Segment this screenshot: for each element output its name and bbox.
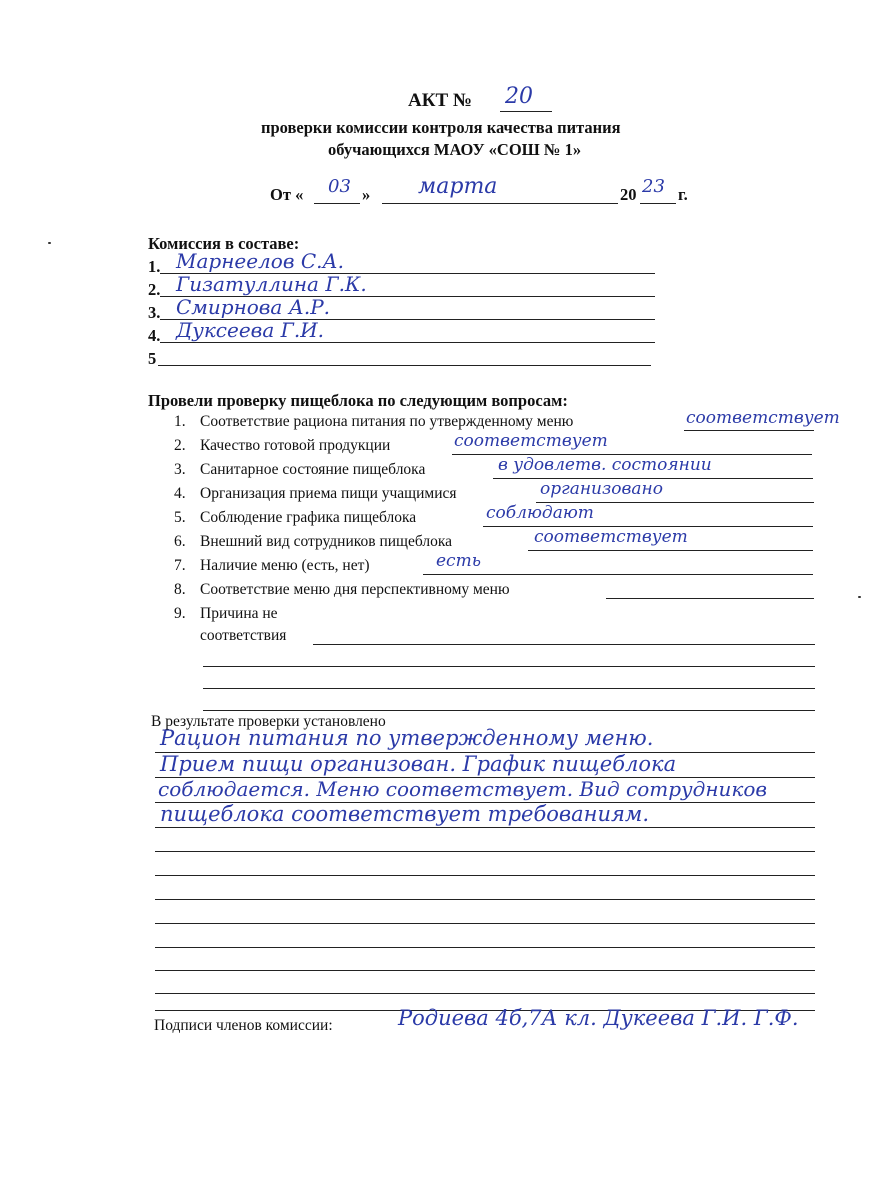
check-answer-2: соответствует	[454, 431, 608, 451]
signatures-handwritten: Родиева 4б,7А кл. Дукеева Г.И. Г.Ф.	[398, 1006, 799, 1030]
member-name-3: Смирнова А.Р.	[176, 295, 331, 319]
check-line-8	[606, 598, 814, 599]
reason-line-3	[203, 688, 815, 689]
act-number: 20	[505, 84, 533, 109]
signatures-label: Подписи членов комиссии:	[154, 1017, 333, 1034]
check-label-8: Соответствие меню дня перспективному меню	[200, 581, 510, 598]
member-name-1: Марнеелов С.А.	[176, 249, 344, 273]
year-unit: г.	[678, 185, 688, 204]
act-title	[408, 90, 472, 112]
act-label: АКТ №	[408, 90, 473, 111]
result-text-3: соблюдается. Меню соответствует. Вид сотрудников	[158, 777, 767, 801]
check-answer-1: соответствует	[686, 408, 840, 428]
check-item-1	[174, 413, 573, 431]
check-num-5: 5.	[174, 509, 186, 526]
check-item-2	[174, 437, 390, 455]
year-suffix: 23	[642, 176, 665, 197]
member-num-4: 4.	[148, 326, 161, 345]
scan-speck	[858, 596, 861, 598]
commission-heading: Комиссия в составе:	[148, 234, 300, 253]
member-line-5	[158, 365, 651, 366]
check-num-3: 3.	[174, 461, 186, 478]
result-line-8	[155, 923, 815, 924]
check-item-9	[174, 605, 278, 623]
check-answer-3: в удовлетв. состоянии	[498, 455, 712, 475]
check-label-9: Причина не	[200, 605, 278, 622]
checklist-heading: Провели проверку пищеблока по следующим вопросам:	[148, 391, 568, 410]
result-text-1: Рацион питания по утвержденному меню.	[160, 726, 654, 750]
month-underline	[382, 203, 618, 204]
check-answer-5: соблюдают	[486, 503, 594, 523]
check-answer-6: соответствует	[534, 527, 688, 547]
check-num-1: 1.	[174, 413, 186, 430]
check-num-9: 9.	[174, 605, 186, 622]
result-text-2: Прием пищи организован. График пищеблока	[160, 752, 677, 776]
result-text-4: пищеблока соответствует требованиям.	[160, 802, 650, 826]
result-line-10	[155, 970, 815, 971]
result-line-4	[155, 827, 815, 828]
check-item-7	[174, 557, 370, 575]
result-heading: В результате проверки установлено	[151, 713, 386, 730]
check-label-5: Соблюдение графика пищеблока	[200, 509, 417, 526]
scan-speck	[48, 242, 51, 244]
date-prefix: От «	[270, 185, 304, 204]
check-item-6	[174, 533, 452, 551]
result-line-6	[155, 875, 815, 876]
check-num-6: 6.	[174, 533, 186, 550]
check-item-4	[174, 485, 457, 503]
result-line-5	[155, 851, 815, 852]
subtitle-line1: проверки комиссии контроля качества питания	[261, 118, 621, 137]
check-label-9-cont: соответствия	[200, 627, 287, 644]
check-answer-7: есть	[436, 551, 481, 571]
act-number-underline	[500, 111, 552, 112]
member-num-1: 1.	[148, 257, 161, 276]
check-line-6	[528, 550, 813, 551]
year-prefix: 20	[620, 185, 637, 204]
check-item-3	[174, 461, 425, 479]
member-num-3: 3.	[148, 303, 161, 322]
member-name-4: Дуксеева Г.И.	[176, 318, 324, 342]
result-line-11	[155, 993, 815, 994]
check-num-8: 8.	[174, 581, 186, 598]
check-line-7	[423, 574, 813, 575]
check-num-4: 4.	[174, 485, 186, 502]
check-label-1: Соответствие рациона питания по утвержденному меню	[200, 413, 574, 430]
check-label-7: Наличие меню (есть, нет)	[200, 557, 370, 574]
result-line-9	[155, 947, 815, 948]
check-item-5	[174, 509, 416, 527]
day-underline	[314, 203, 360, 204]
check-line-9	[313, 644, 815, 645]
reason-line-4	[203, 710, 815, 711]
check-num-2: 2.	[174, 437, 186, 454]
member-name-2: Гизатуллина Г.К.	[176, 272, 367, 296]
check-item-8	[174, 581, 510, 599]
date-day: 03	[328, 176, 351, 197]
reason-line-2	[203, 666, 815, 667]
date-month: марта	[418, 174, 498, 199]
result-line-7	[155, 899, 815, 900]
check-label-2: Качество готовой продукции	[200, 437, 391, 454]
date-mid: »	[362, 185, 371, 204]
subtitle-line2: обучающихся МАОУ «СОШ № 1»	[328, 140, 582, 159]
check-answer-4: организовано	[540, 479, 663, 499]
member-num-5: 5	[148, 349, 157, 368]
year-underline	[640, 203, 676, 204]
check-label-6: Внешний вид сотрудников пищеблока	[200, 533, 453, 550]
check-label-4: Организация приема пищи учащимися	[200, 485, 457, 502]
check-num-7: 7.	[174, 557, 186, 574]
check-line-1	[684, 430, 814, 431]
member-num-2: 2.	[148, 280, 161, 299]
member-line-4	[160, 342, 655, 343]
check-label-3: Санитарное состояние пищеблока	[200, 461, 426, 478]
